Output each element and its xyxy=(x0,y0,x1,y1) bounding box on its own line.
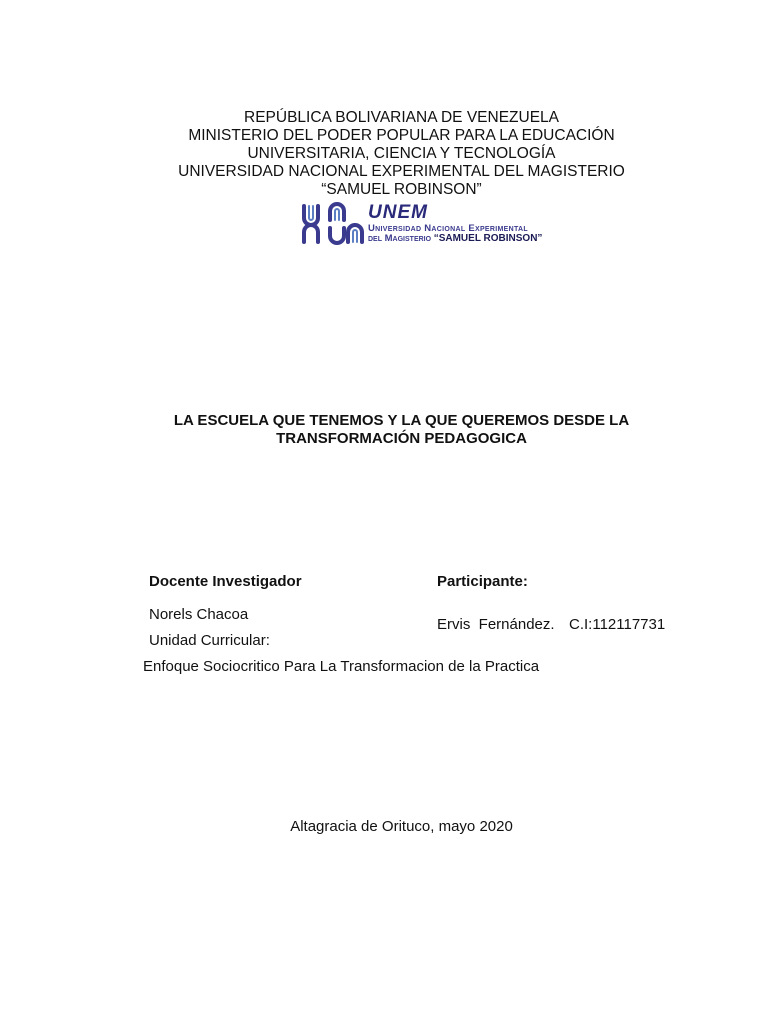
header-line-university-name: “SAMUEL ROBINSON” xyxy=(321,181,482,198)
place-and-date: Altagracia de Orituco, mayo 2020 xyxy=(290,818,513,835)
participante-heading: Participante: xyxy=(437,573,528,590)
title-line-2: TRANSFORMACIÓN PEDAGOGICA xyxy=(276,430,527,447)
logo-samuel-robinson: “SAMUEL ROBINSON” xyxy=(433,233,543,244)
unidad-curricular-label: Unidad Curricular: xyxy=(149,632,270,649)
docente-name: Norels Chacoa xyxy=(149,606,249,623)
logo-magisterio-prefix: del Magisterio xyxy=(368,233,432,244)
unem-logo xyxy=(300,202,584,246)
document-title xyxy=(0,412,768,448)
logo-university-line: Universidad Nacional Experimental xyxy=(368,223,528,234)
logo-magisterio-line xyxy=(368,233,542,244)
header-line-republic: REPÚBLICA BOLIVARIANA DE VENEZUELA xyxy=(244,109,559,126)
participante-name: Ervis Fernández. xyxy=(437,616,555,633)
header-line-ministry: MINISTERIO DEL PODER POPULAR PARA LA EDUCACIÓN xyxy=(188,127,615,144)
header-line-ministry-cont: UNIVERSITARIA, CIENCIA Y TECNOLOGÍA xyxy=(247,145,556,162)
institution-header xyxy=(0,109,768,199)
unem-logo-icon xyxy=(300,202,366,246)
logo-abbreviation: UNEM xyxy=(368,202,428,223)
docente-heading: Docente Investigador xyxy=(149,573,302,590)
header-line-university: UNIVERSIDAD NACIONAL EXPERIMENTAL DEL MAGISTERIO xyxy=(178,163,625,180)
participante-ci: C.I:112117731 xyxy=(569,616,666,633)
title-line-1: LA ESCUELA QUE TENEMOS Y LA QUE QUEREMOS DESDE LA xyxy=(173,412,630,429)
unidad-curricular-value: Enfoque Sociocritico Para La Transformacion de la Practica xyxy=(143,658,540,675)
